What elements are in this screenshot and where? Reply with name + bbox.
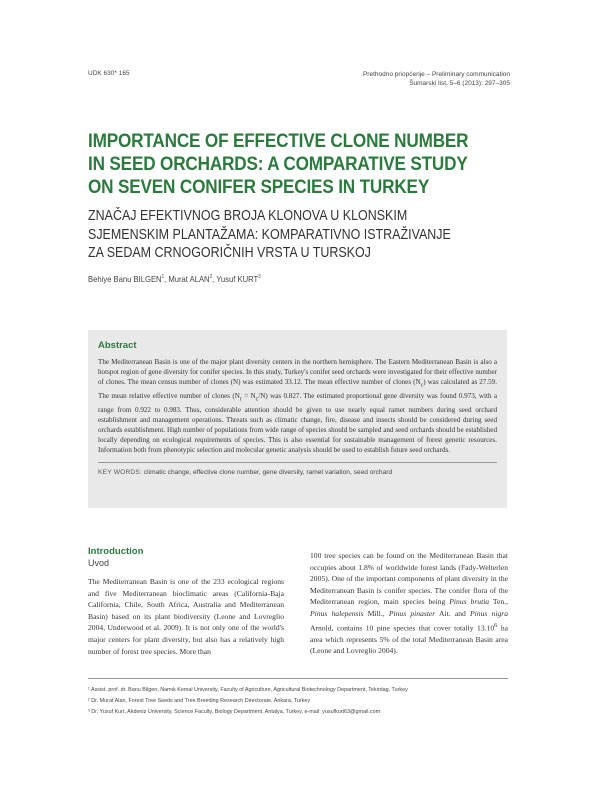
title-line-1: IMPORTANCE OF EFFECTIVE CLONE NUMBER xyxy=(88,130,469,152)
footnote-2: ² Dr. Murat Alan, Forest Tree Seeds and Tree Breeding Research Directorate, Ankara, Turkey xyxy=(88,697,311,704)
intro-right-column: 100 tree species can be found on the Mediterranean Basin that occupies about 1.8% of worldwide forest lands (Fady-Welterlen 2005). One of the important components of plant diversity in the Mediterranean Basin is conifer species. The conifer flora of the Mediterranean region, main species being Pinus brutia Ten., Pinus halepensis Mill., Pinus pinaster Ait. and Pinus nigra Arnold, contains 10 pine species that cover totally 13.10$^6$ ha area which represents 5% of the total Mediterranean Basin area (Leone and Lovreglio 2004). xyxy=(310,551,508,656)
footnote-divider xyxy=(88,678,508,679)
journal-citation: Šumarski list, 5–6 (2013): 297–305 xyxy=(409,80,510,87)
subtitle-line-1: ZNAČAJ EFEKTIVNOG BROJA KLONOVA U KLONSKIM xyxy=(88,208,408,224)
footnotes xyxy=(88,685,528,717)
author-3: Yusuf KURT xyxy=(216,274,259,284)
title-line-2: IN SEED ORCHARDS: A COMPARATIVE STUDY xyxy=(88,153,468,175)
subtitle-line-3: ZA SEDAM CRNOGORIČNIH VRSTA U TURSKOJ xyxy=(88,245,371,261)
author-2-affiliation: 2 xyxy=(209,274,213,281)
footnote-3: ³ Dr. Yusuf Kurt, Akdeniz University, Science Faculty, Biology Department, Antalya, Turkey, e-mail: yusufkurt63@gmail.com xyxy=(88,708,381,715)
keywords-list: climatic change, effective clone number, gene diversity, ramet variation, seed orchard xyxy=(143,468,393,476)
article-title xyxy=(88,130,475,199)
footnote-1: ¹ Assist. prof. dr. Banu Bilgen, Namık Kemal University, Faculty of Agriculture, Agricultural Biotechnology Department, Tekirdag, Turkey xyxy=(88,687,408,693)
article-type: Prethodno priopćenje – Preliminary communication xyxy=(362,71,510,78)
author-1: Behiye Banu BILGEN xyxy=(88,274,162,284)
section-heading: Introduction xyxy=(88,546,144,557)
author-1-affiliation: 1 xyxy=(161,274,165,281)
keywords xyxy=(98,462,497,476)
article-subtitle xyxy=(88,207,451,263)
udk-code: UDK 630* 165 xyxy=(88,70,130,77)
introduction-heading xyxy=(88,546,143,569)
title-line-3: ON SEVEN CONIFER SPECIES IN TURKEY xyxy=(88,176,430,198)
abstract-text: The Mediterranean Basin is one of the major plant diversity centers in the northern hemisphere. The Eastern Mediterranean Basin is also a hotspot region of gene diversity for conifer species. In this study, Turkey's conifer seed orchards were investigated for their effective number of clones. The mean census number of clones (N) was estimated 33.12. The mean effective number of clones $(N_c)$ was calculated as 27.59. The mean relative effective number of clones $(N_r = N_c/N)$ was 0.827. The estimated proportional gene diversity was found 0.973, with a range from 0.922 to 0.983. Thus, considerable attention should be given to use nearly equal ramet numbers during seed orchard establishment and management operations. Threats such as climatic change, fire, disease and insects should be considered during seed orchards establishment. High number of populations from wide range of species should be sampled and seed orchards should be established locally depending on ecological requirements of species. This is also essential for sustainable management of forest genetic resources. Information both from phenotypic selection and molecular genetic analysis should be used to establish future seed orchards. xyxy=(98,358,498,455)
author-3-affiliation: 3 xyxy=(258,274,261,281)
section-subheading: Uvod xyxy=(88,558,110,568)
journal-header xyxy=(363,70,510,88)
author-list: Behiye Banu BILGEN$^1$, Murat ALAN$^2$, Yusuf KURT$^3$ xyxy=(88,274,261,284)
subtitle-line-2: SJEMENSKIM PLANTAŽAMA: KOMPARATIVNO ISTRAŽIVANJE xyxy=(88,226,451,243)
abstract-heading: Abstract xyxy=(98,340,137,351)
intro-left-column: The Mediterranean Basin is one of the 233 ecological regions and five Mediterranean bioclimatic areas (California-Baja California, Chile, South Africa, Australia and Mediterranean Basin) based on its plant biodiversity (Leone and Lovreglio 2004, Underwood et al. 2009). It is not only one of the world's major centers for plant diversity, but also has a relatively high number of forest tree species. More than xyxy=(88,577,284,656)
author-2: Murat ALAN xyxy=(168,274,210,284)
keywords-label: KEY WORDS: xyxy=(98,468,143,476)
abstract-box xyxy=(88,330,507,508)
